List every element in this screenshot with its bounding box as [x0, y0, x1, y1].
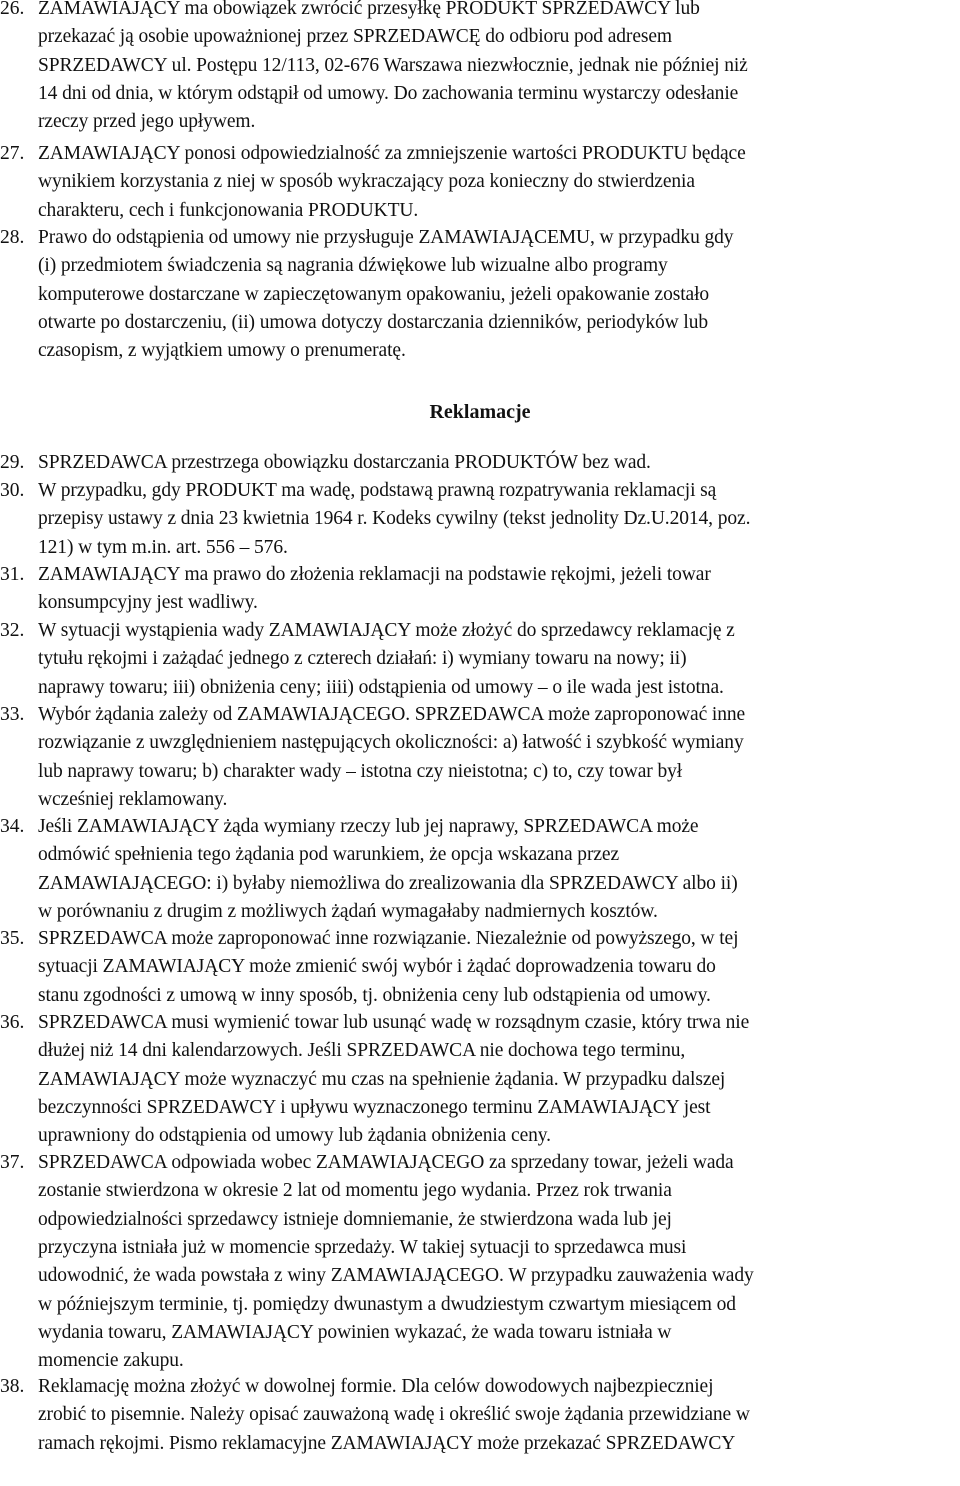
clause-number: 32. [0, 620, 25, 641]
clause-line: (i) przedmiotem świadczenia są nagrania dźwiękowe lub wizualne albo programy [38, 255, 668, 277]
clause-number: 35. [0, 928, 25, 949]
clause-line: komputerowe dostarczane w zapieczętowanym opakowaniu, jeżeli opakowanie zostało [38, 283, 710, 305]
clause-line: charakteru, cech i funkcjonowania PRODUKTU. [38, 199, 419, 221]
clause-line: Jeśli ZAMAWIAJĄCY żąda wymiany rzeczy lub jej naprawy, SPRZEDAWCA może [38, 816, 699, 837]
section-heading: Reklamacje [429, 401, 531, 423]
clause-number: 38. [0, 1376, 25, 1397]
clause-line: przyczyna istniała już w momencie sprzedaży. W takiej sytuacji to sprzedawca musi [38, 1236, 687, 1258]
clause-line: SPRZEDAWCY ul. Postępu 12/113, 02-676 Warszawa niezwłocznie, jednak nie później niż [38, 54, 748, 76]
clause-line: dłużej niż 14 dni kalendarzowych. Jeśli SPRZEDAWCA nie dochowa tego terminu, [38, 1040, 686, 1062]
clause-line: rozwiązanie z uwzględnieniem następujących okoliczności: a) łatwość i szybkość wymiany [38, 732, 744, 754]
clause-line: ZAMAWIAJĄCEGO: i) byłaby niemożliwa do zrealizowania dla SPRZEDAWCY albo ii) [38, 872, 738, 894]
clause-number: 29. [0, 452, 25, 473]
clause-line: W przypadku, gdy PRODUKT ma wadę, podstawą prawną rozpatrywania reklamacji są [38, 480, 717, 501]
clause-line: ZAMAWIAJĄCY ma prawo do złożenia reklamacji na podstawie rękojmi, jeżeli towar [38, 564, 711, 585]
clause-line: w porównaniu z drugim z możliwych żądań wymagałaby nadmiernych kosztów. [38, 900, 658, 922]
clause-line: w późniejszym terminie, tj. pomiędzy dwunastym a dwudziestym czwartym miesiącem od [38, 1293, 736, 1315]
clause-line: odmówić spełnienia tego żądania pod warunkiem, że opcja wskazana przez [38, 844, 619, 866]
clause-line: rzeczy przed jego upływem. [38, 111, 256, 133]
clause-line: sytuacji ZAMAWIAJĄCY może zmienić swój wybór i żądać doprowadzenia towaru do [38, 956, 716, 978]
clause-line: ZAMAWIAJĄCY może wyznaczyć mu czas na spełnienie żądania. W przypadku dalszej [38, 1068, 726, 1090]
clause-line: konsumpcyjny jest wadliwy. [38, 592, 258, 614]
clause-line: wcześniej reklamowany. [38, 788, 228, 810]
clause-number: 27. [0, 143, 25, 164]
clause-number: 36. [0, 1012, 25, 1033]
clause-line: ZAMAWIAJĄCY ma obowiązek zwrócić przesyłkę PRODUKT SPRZEDAWCY lub [38, 0, 700, 19]
clause-line: wydania towaru, ZAMAWIAJĄCY powinien wykazać, że wada towaru istniała w [38, 1321, 672, 1343]
clause-line: SPRZEDAWCA odpowiada wobec ZAMAWIAJĄCEGO za sprzedany towar, jeżeli wada [38, 1152, 734, 1173]
clause-line: bezczynności SPRZEDAWCY i upływu wyznaczonego terminu ZAMAWIAJĄCY jest [38, 1096, 711, 1118]
clause-line: ramach rękojmi. Pismo reklamacyjne ZAMAWIAJĄCY może przekazać SPRZEDAWCY [38, 1432, 736, 1454]
clause-line: tytułu rękojmi i zażądać jednego z czterech działań: i) wymiany towaru na nowy; ii) [38, 648, 687, 670]
clause-number: 30. [0, 480, 25, 501]
clause-line: Prawo do odstąpienia od umowy nie przysługuje ZAMAWIAJĄCEMU, w przypadku gdy [38, 227, 734, 248]
clause-line: Wybór żądania zależy od ZAMAWIAJĄCEGO. SPRZEDAWCA może zaproponować inne [38, 704, 746, 725]
clause-line: uprawniony do odstąpienia od umowy lub żądania obniżenia ceny. [38, 1125, 551, 1147]
clause-line: W sytuacji wystąpienia wady ZAMAWIAJĄCY może złożyć do sprzedawcy reklamację z [38, 620, 735, 641]
clause-line: stanu zgodności z umową w inny sposób, tj. obniżenia ceny lub odstąpienia od umowy. [38, 984, 711, 1006]
clause-number: 31. [0, 564, 25, 585]
clause-line: zostanie stwierdzona w okresie 2 lat od momentu jego wydania. Przez rok trwania [38, 1180, 672, 1202]
clause-line: przekazać ją osobie upoważnionej przez SPRZEDAWCĘ do odbioru pod adresem [38, 26, 672, 48]
clause-line: wynikiem korzystania z niej w sposób wykraczający poza konieczny do stwierdzenia [38, 171, 695, 193]
clause-line: ZAMAWIAJĄCY ponosi odpowiedzialność za zmniejszenie wartości PRODUKTU będące [38, 143, 746, 164]
clause-line: SPRZEDAWCA może zaproponować inne rozwiązanie. Niezależnie od powyższego, w tej [38, 928, 739, 949]
clause-line: udowodnić, że wada powstała z winy ZAMAWIAJĄCEGO. W przypadku zauważenia wady [38, 1265, 754, 1287]
clause-number: 33. [0, 704, 25, 725]
clause-line: zrobić to pisemnie. Należy opisać zauważoną wadę i określić swoje żądania przewidziane w [38, 1404, 750, 1426]
clause-line: 121) w tym m.in. art. 556 – 576. [38, 536, 288, 558]
clause-line: otwarte po dostarczeniu, (ii) umowa dotyczy dostarczania dzienników, periodyków lub [38, 311, 709, 333]
clause-number: 37. [0, 1152, 25, 1173]
clause-line: 14 dni od dnia, w którym odstąpił od umowy. Do zachowania terminu wystarczy odesłanie [38, 82, 739, 104]
clause-line: SPRZEDAWCA musi wymienić towar lub usunąć wadę w rozsądnym czasie, który trwa nie [38, 1012, 750, 1033]
clause-line: Reklamację można złożyć w dowolnej formie. Dla celów dowodowych najbezpieczniej [38, 1376, 714, 1397]
clause-line: przepisy ustawy z dnia 23 kwietnia 1964 r. Kodeks cywilny (tekst jednolity Dz.U.2014, poz. [38, 508, 751, 530]
clause-line: odpowiedzialności sprzedawcy istnieje domniemanie, że stwierdzona wada lub jej [38, 1208, 672, 1230]
clause-line: czasopism, z wyjątkiem umowy o prenumeratę. [38, 340, 406, 362]
clause-number: 34. [0, 816, 25, 837]
clause-line: SPRZEDAWCA przestrzega obowiązku dostarczania PRODUKTÓW bez wad. [38, 452, 651, 473]
clause-line: naprawy towaru; iii) obniżenia ceny; iiii) odstąpienia od umowy – o ile wada jest istotna. [38, 676, 724, 698]
clause-line: lub naprawy towaru; b) charakter wady – istotna czy nieistotna; c) to, czy towar był [38, 760, 683, 782]
clause-number: 26. [0, 0, 25, 19]
clause-line: momencie zakupu. [38, 1350, 184, 1372]
clause-number: 28. [0, 227, 25, 248]
